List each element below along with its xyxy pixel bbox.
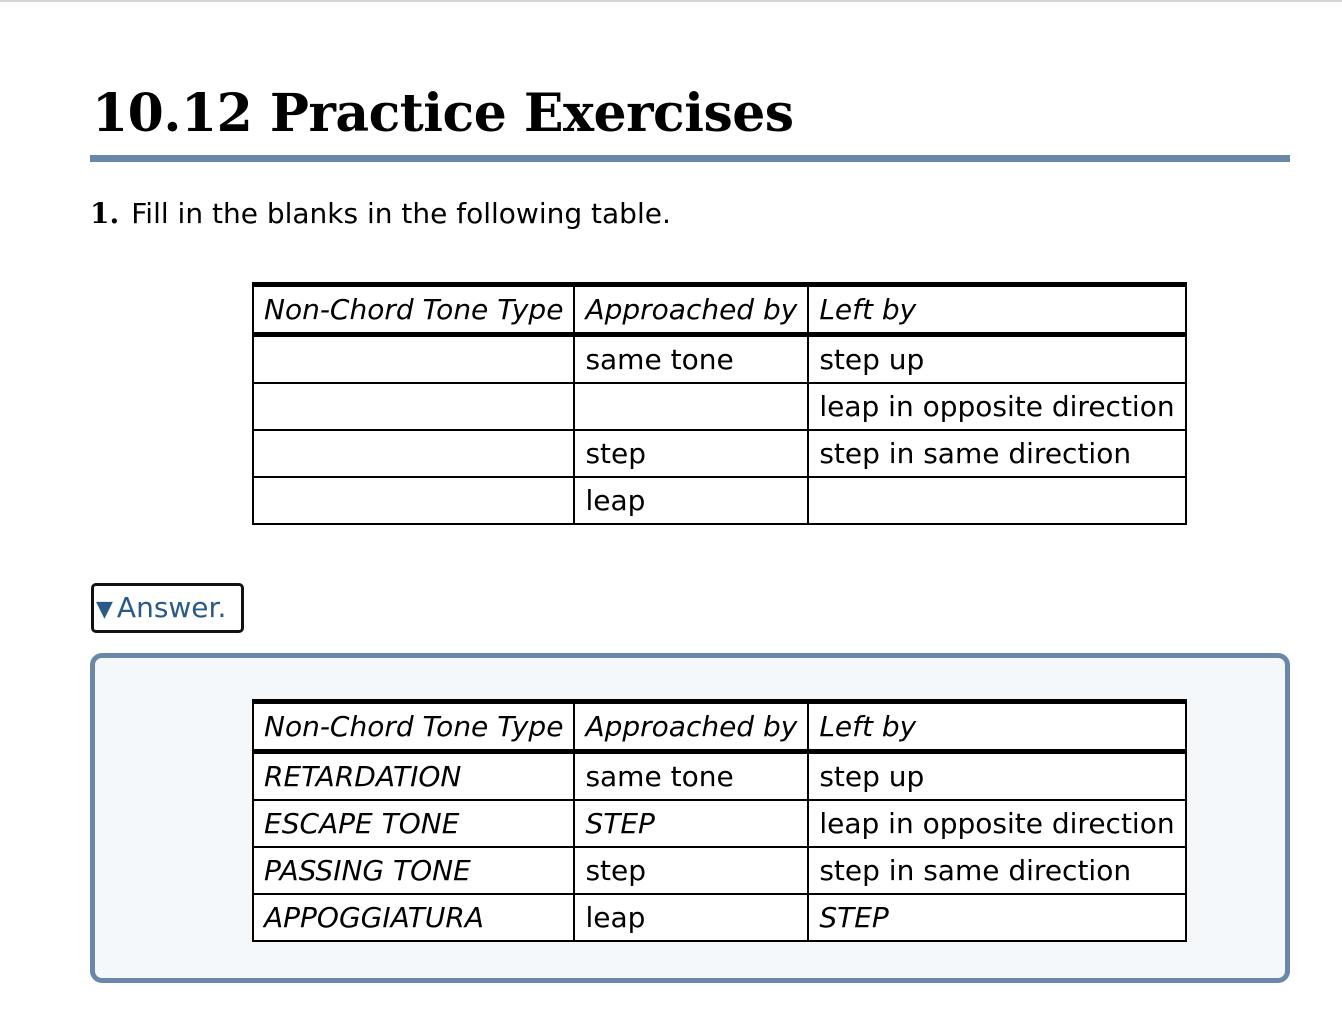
cell-approached: STEP: [574, 800, 808, 847]
triangle-down-icon: ▼: [96, 597, 113, 622]
table-row: [253, 894, 1186, 941]
header-left-by: Left by: [808, 702, 1185, 752]
cell-approached: same tone: [574, 752, 808, 801]
cell-type: PASSING TONE: [253, 847, 574, 894]
table-row: [253, 800, 1186, 847]
cell-left: step up: [808, 335, 1185, 384]
exercise-number: 1.: [90, 197, 120, 230]
table-row: [253, 477, 1186, 524]
table-header-row: [253, 702, 1186, 752]
cell-approached: leap: [574, 477, 808, 524]
table-row: [253, 847, 1186, 894]
title-underline: [90, 155, 1290, 162]
table-row: [253, 383, 1186, 430]
cell-left: leap in opposite direction: [808, 383, 1185, 430]
cell-left: STEP: [808, 894, 1185, 941]
answer-panel: [90, 653, 1290, 983]
exercise-prompt: Fill in the blanks in the following table.: [131, 197, 671, 230]
header-non-chord-tone-type: Non-Chord Tone Type: [253, 702, 574, 752]
cell-type: [253, 383, 574, 430]
cell-type: RETARDATION: [253, 752, 574, 801]
cell-approached: step: [574, 847, 808, 894]
cell-type: [253, 430, 574, 477]
header-approached-by: Approached by: [574, 702, 808, 752]
answer-toggle-button[interactable]: [91, 583, 244, 633]
answer-toggle-label: Answer.: [116, 591, 227, 624]
table-row: [253, 430, 1186, 477]
cell-approached: [574, 383, 808, 430]
cell-left: [808, 477, 1185, 524]
cell-left: step in same direction: [808, 430, 1185, 477]
exercise-1: [90, 192, 671, 236]
cell-type: [253, 335, 574, 384]
header-non-chord-tone-type: Non-Chord Tone Type: [253, 285, 574, 335]
cell-left: leap in opposite direction: [808, 800, 1185, 847]
answer-table: [252, 699, 1187, 942]
question-table: [252, 282, 1187, 525]
cell-approached: step: [574, 430, 808, 477]
page-content: [90, 0, 1290, 1012]
table-row: [253, 335, 1186, 384]
header-approached-by: Approached by: [574, 285, 808, 335]
table-header-row: [253, 285, 1186, 335]
cell-type: [253, 477, 574, 524]
cell-left: step up: [808, 752, 1185, 801]
table-row: [253, 752, 1186, 801]
header-left-by: Left by: [808, 285, 1185, 335]
cell-approached: leap: [574, 894, 808, 941]
cell-type: ESCAPE TONE: [253, 800, 574, 847]
page-title: 10.12 Practice Exercises: [92, 83, 794, 144]
cell-type: APPOGGIATURA: [253, 894, 574, 941]
cell-left: step in same direction: [808, 847, 1185, 894]
cell-approached: same tone: [574, 335, 808, 384]
